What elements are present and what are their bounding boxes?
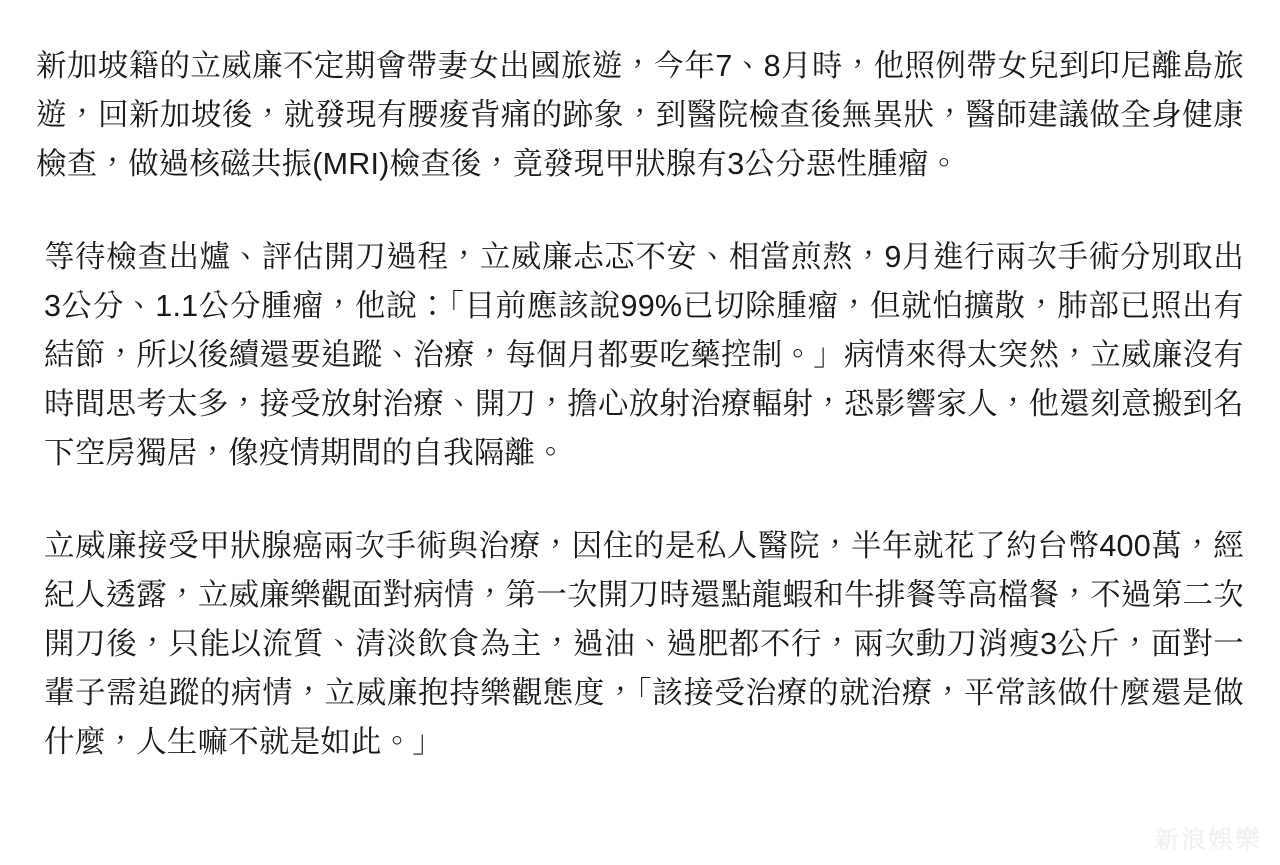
watermark: 新浪娛樂 (1153, 826, 1262, 854)
article-body (36, 42, 1244, 767)
paragraph-3: 立威廉接受甲狀腺癌兩次手術與治療，因住的是私人醫院，半年就花了約台幣400萬，經紀人透露，立威廉樂觀面對病情，第一次開刀時還點龍蝦和牛排餐等高檔餐，不過第二次開刀後，只能以流質、清淡飲食為主，過油、過肥都不行，兩次動刀消瘦3公斤，面對一輩子需追蹤的病情，立威廉抱持樂觀態度，「該接受治療的就治療，平常該做什麼還是做什麼，人生嘛不就是如此。」 (44, 529, 1244, 759)
paragraph-2: 等待檢查出爐、評估開刀過程，立威廉忐忑不安、相當煎熬，9月進行兩次手術分別取出3公分、1.1公分腫瘤，他說：「目前應該說99%已切除腫瘤，但就怕擴散，肺部已照出有結節，所以後續還要追蹤、治療，每個月都要吃藥控制。」病情來得太突然，立威廉沒有時間思考太多，接受放射治療、開刀，擔心放射治療輻射，恐影響家人，他還刻意搬到名下空房獨居，像疫情期間的自我隔離。 (44, 240, 1244, 470)
paragraph-1: 新加坡籍的立威廉不定期會帶妻女出國旅遊，今年7、8月時，他照例帶女兒到印尼離島旅遊，回新加坡後，就發現有腰痠背痛的跡象，到醫院檢查後無異狀，醫師建議做全身健康檢查，做過核磁共振(MRI)檢查後，竟發現甲狀腺有3公分惡性腫瘤。 (36, 49, 1244, 181)
